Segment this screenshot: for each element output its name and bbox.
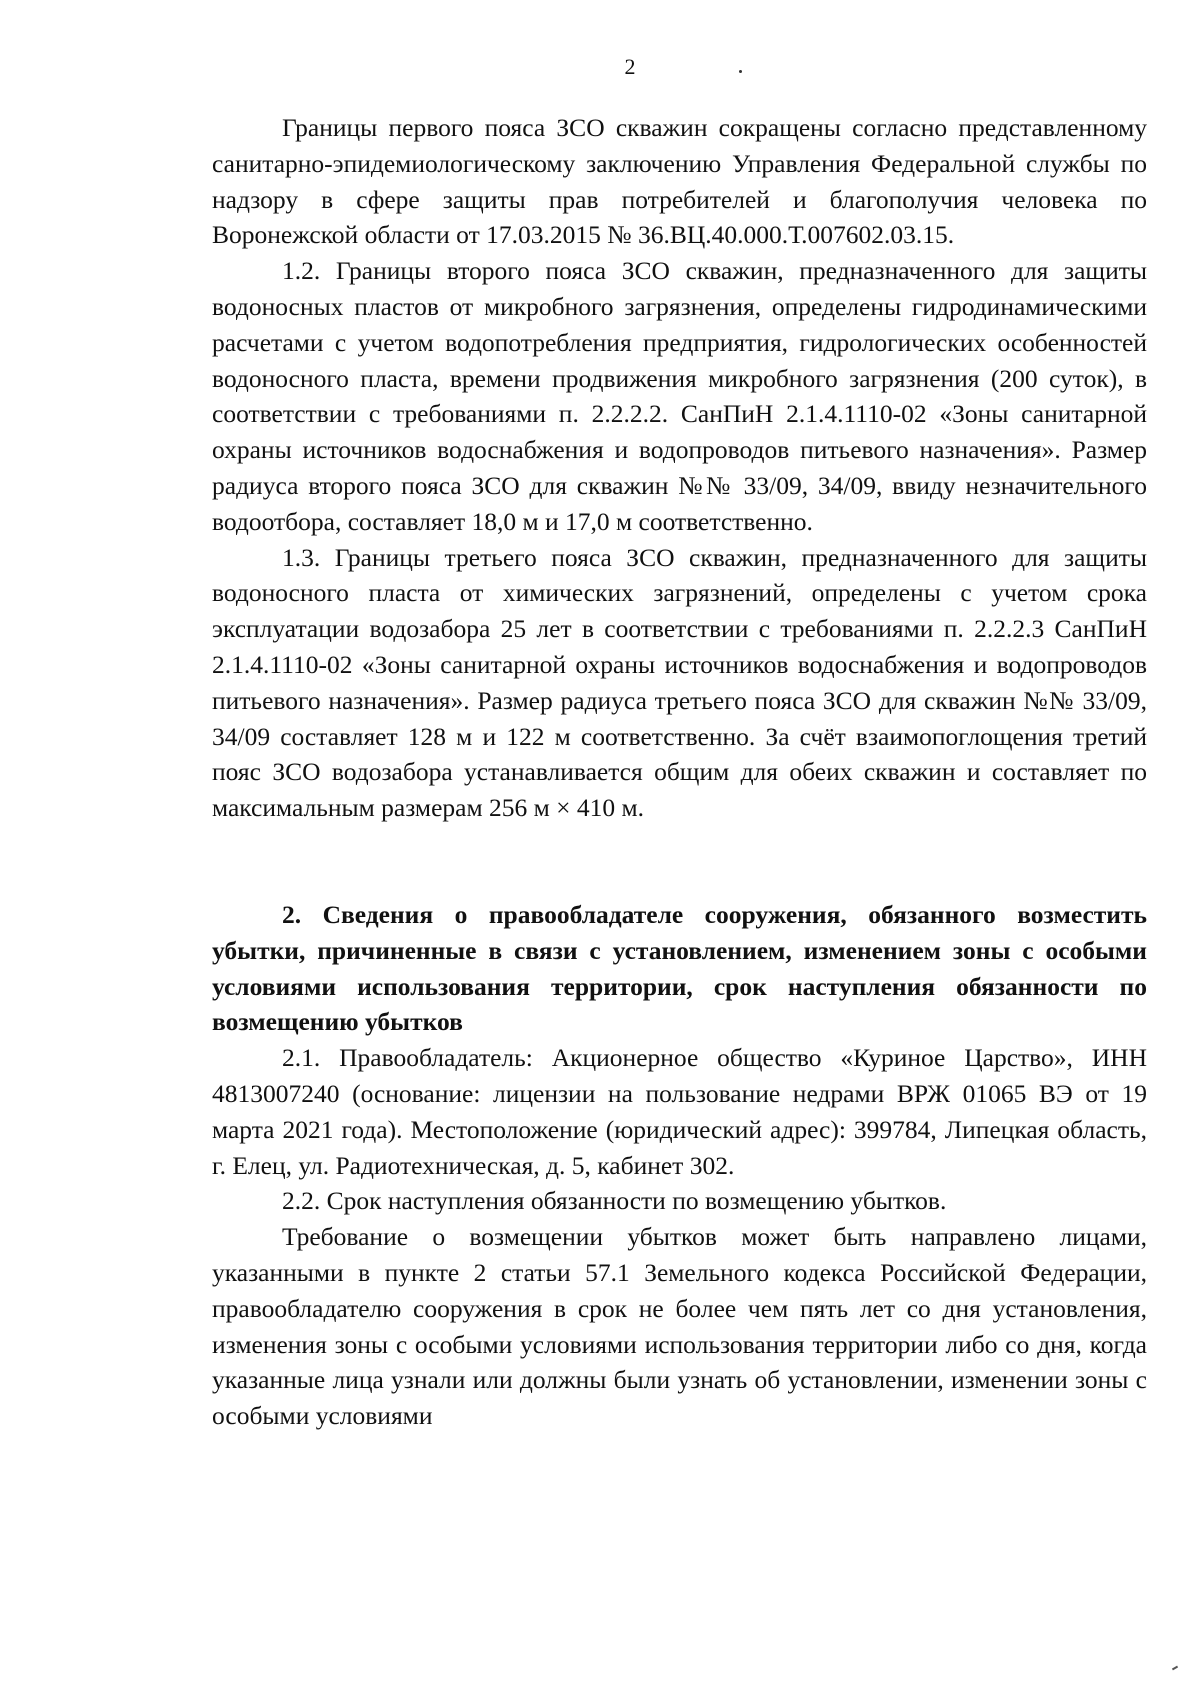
document-body [212, 110, 1147, 1434]
scan-dot-mark [739, 70, 742, 73]
section-2-heading: 2. Сведения о правообладателе сооружения, обязанного возместить убытки, причиненные в связи с установлением, изменением зоны с особыми условиями использования территории, срок наступления обязанности по возмещению убытков [212, 899, 1147, 1037]
paragraph-zso-first-belt: Границы первого пояса ЗСО скважин сокращены согласно представленному санитарно-эпидемиологическому заключению Управления Федеральной службы по надзору в сфере защиты прав потребителей и благополучия человека по Воронежской области от 17.03.2015 № 36.ВЦ.40.000.Т.007602.03.15. [212, 113, 1147, 250]
paragraph-2-1-rights-holder: 2.1. Правообладатель: Акционерное общество «Куриное Царство», ИНН 4813007240 (основание: лицензии на пользование недрами ВРЖ 01065 ВЭ от 19 марта 2021 года). Местоположение (юридический адрес): 399784, Липецкая область, г. Елец, ул. Радиотехническая, д. 5, кабинет 302. [212, 1043, 1147, 1180]
scan-corner-mark [1172, 1666, 1178, 1671]
paragraph-2-2-deadline: 2.2. Срок наступления обязанности по возмещению убытков. [282, 1186, 947, 1216]
paragraph-1-3-third-belt: 1.3. Границы третьего пояса ЗСО скважин, предназначенного для защиты водоносного пласта от химических загрязнений, определены с учетом срока эксплуатации водозабора 25 лет в соответствии с требованиями п. 2.2.2.3 СанПиН 2.1.4.1110-02 «Зоны санитарной охраны источников водоснабжения и водопроводов питьевого назначения». Размер радиуса третьего пояса ЗСО для скважин №№ 33/09, 34/09 составляет 128 м и 122 м соответственно. За счёт взаимопоглощения третий пояс ЗСО водозабора устанавливается общим для обеих скважин и составляет по максимальным размерам 256 м × 410 м. [212, 542, 1147, 823]
paragraph-1-2-second-belt: 1.2. Границы второго пояса ЗСО скважин, предназначенного для защиты водоносных пластов от микробного загрязнения, определены гидродинамическими расчетами с учетом водопотребления предприятия, гидрологических особенностей водоносного пласта, времени продвижения микробного загрязнения (200 суток), в соответствии с требованиями п. 2.2.2.2. СанПиН 2.1.4.1110-02 «Зоны санитарной охраны источников водоснабжения и водопроводов питьевого назначения». Размер радиуса второго пояса ЗСО для скважин №№ 33/09, 34/09, ввиду незначительного водоотбора, составляет 18,0 м и 17,0 м соответственно. [212, 256, 1147, 536]
paragraph-damages-claim: Требование о возмещении убытков может быть направлено лицами, указанными в пункте 2 статьи 57.1 Земельного кодекса Российской Федерации, правообладателю сооружения в срок не более чем пять лет со дня установления, изменения зоны с особыми условиями использования территории либо со дня, когда указанные лица узнали или должны были узнать об установлении, изменении зоны с особыми условиями [212, 1222, 1147, 1431]
section-gap [212, 826, 1147, 897]
page-number: 2 [624, 54, 636, 79]
